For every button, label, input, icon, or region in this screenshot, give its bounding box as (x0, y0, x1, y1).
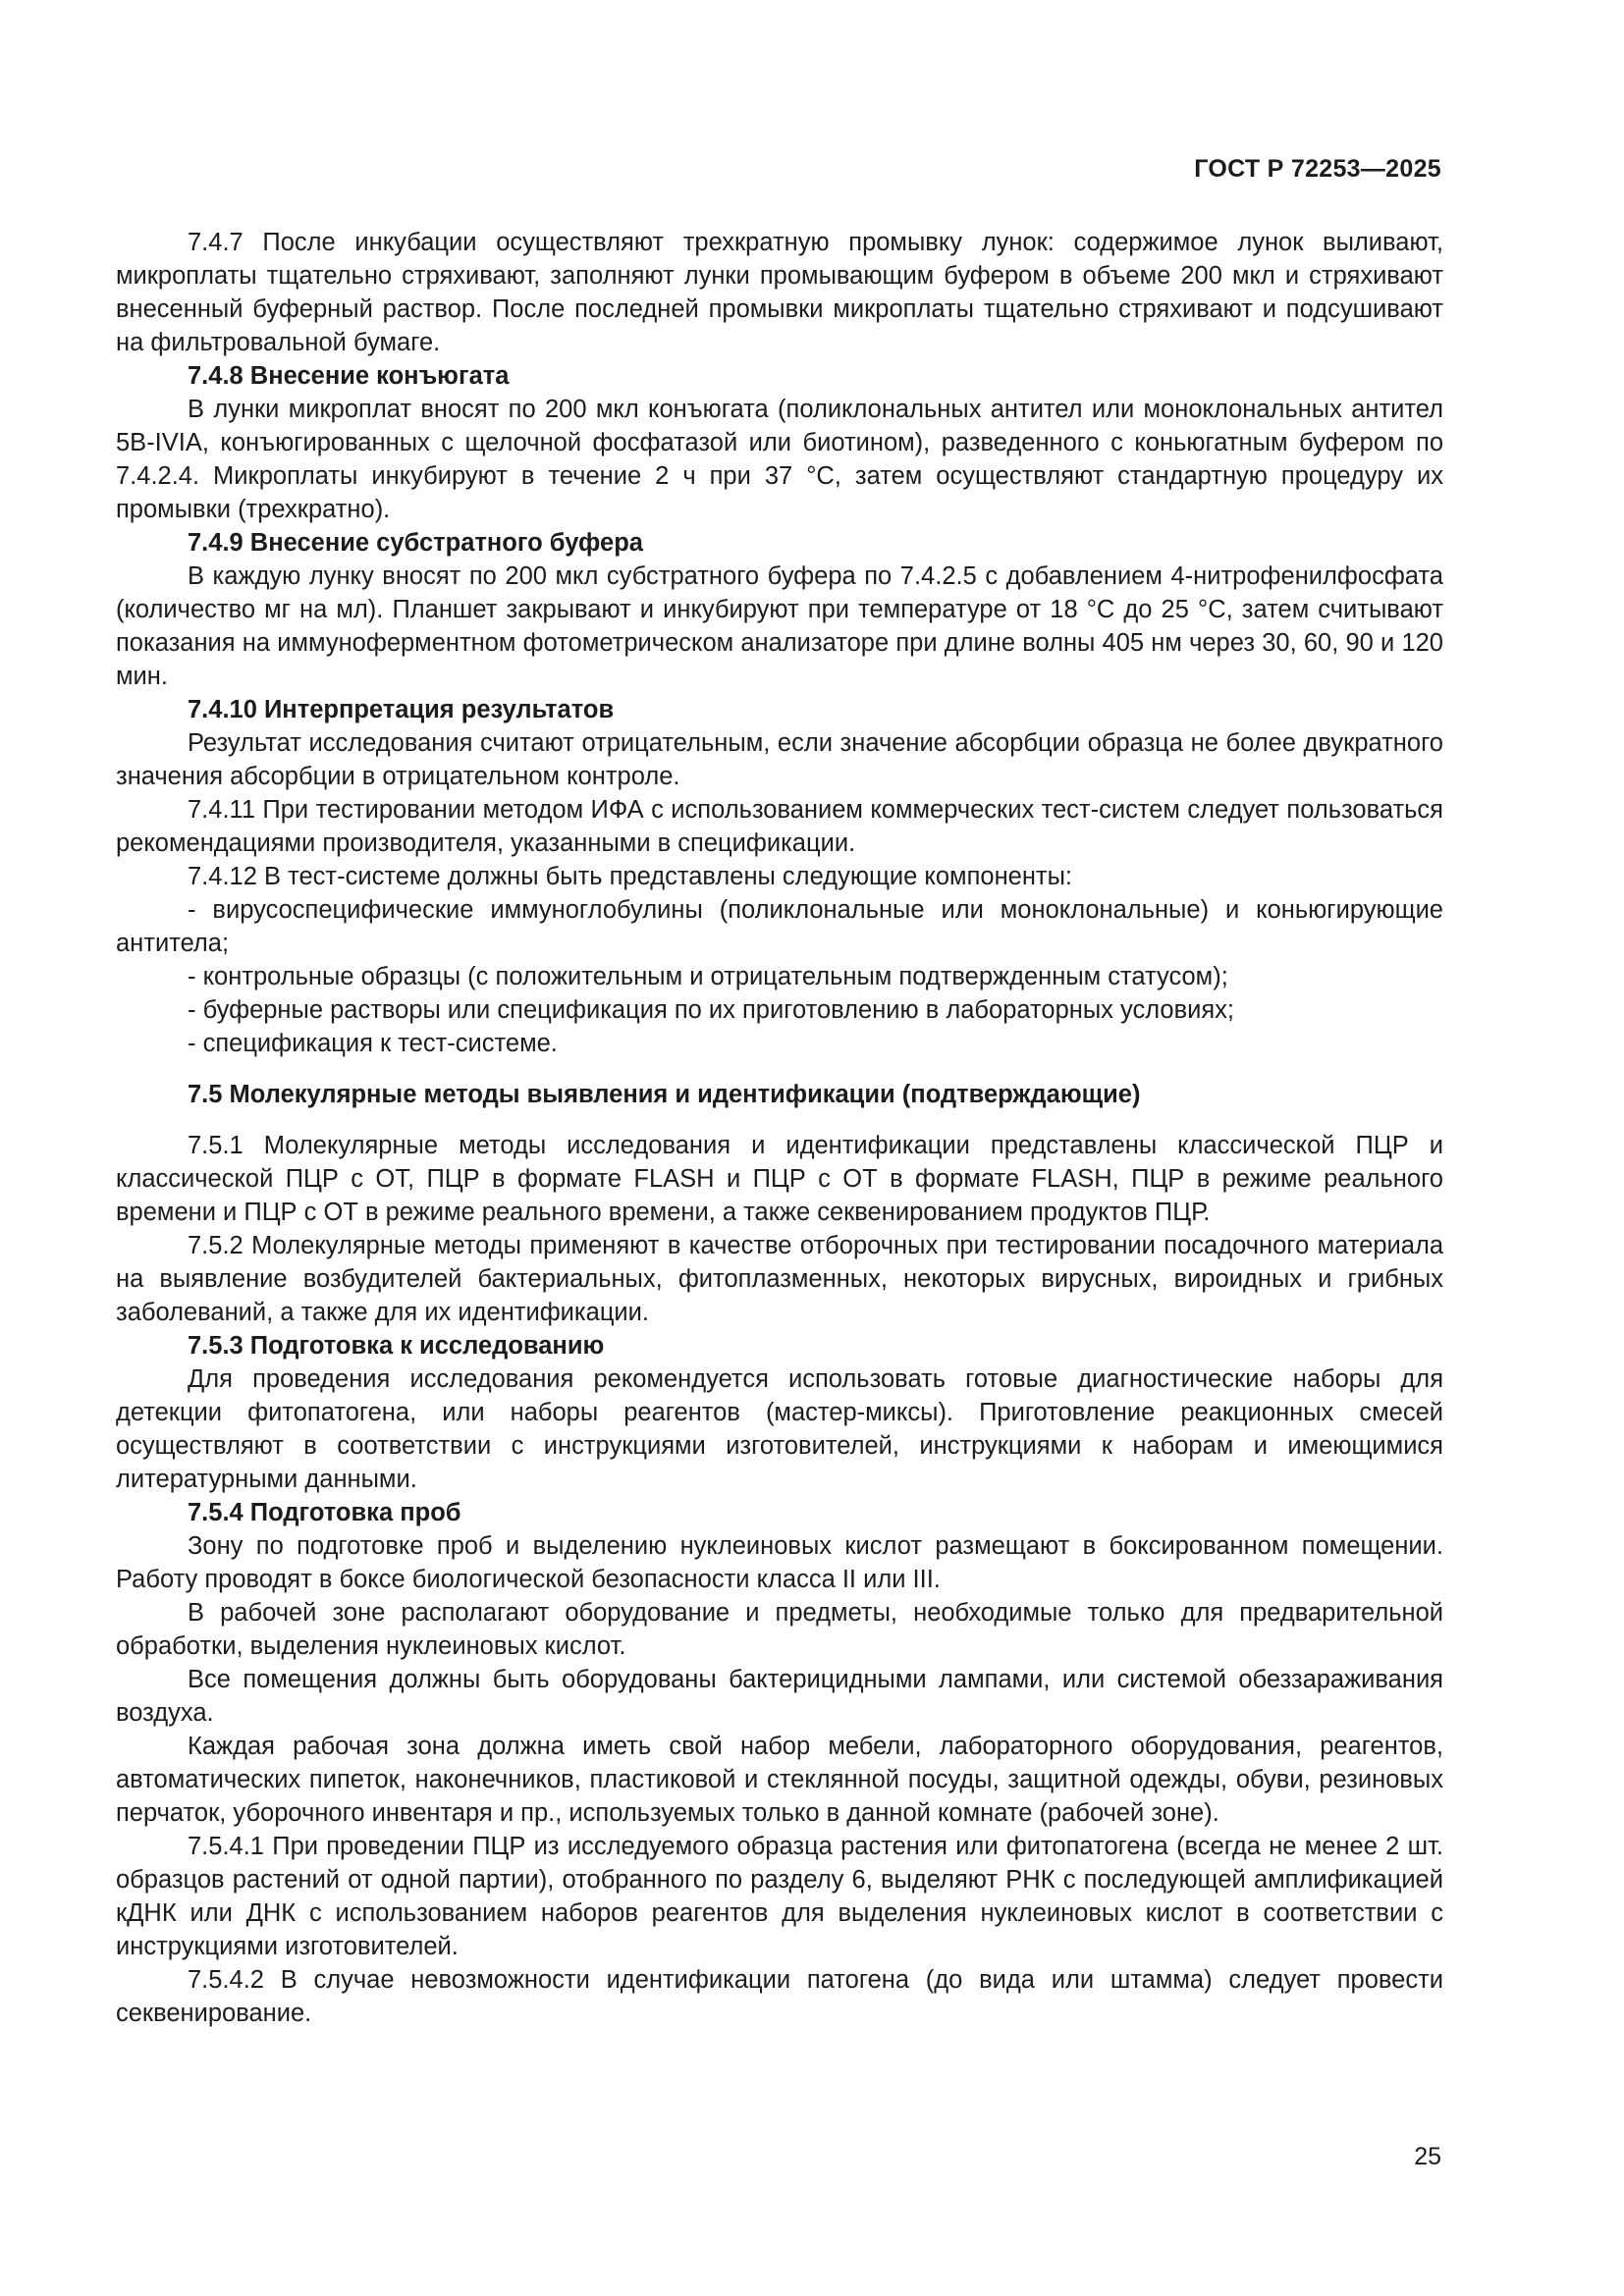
paragraph: 7.4.11 При тестировании методом ИФА с использованием коммерческих тест-систем следует пользоваться рекомендациями производителя, указанными в спецификации. (116, 796, 1443, 857)
subsection-heading: 7.4.9 Внесение субстратного буфера (188, 529, 643, 557)
paragraph: 7.5.4.2 В случае невозможности идентификации патогена (до вида или штамма) следует провести секвенирование. (116, 1966, 1443, 2027)
paragraph: Зону по подготовке проб и выделению нуклеиновых кислот размещают в боксированном помещении. Работу проводят в боксе биологической безопасности класса II или III. (116, 1532, 1443, 1593)
list-item: - контрольные образцы (с положительным и отрицательным подтвержденным статусом); (188, 963, 1228, 990)
paragraph: 7.5.4.1 При проведении ПЦР из исследуемого образца растения или фитопатогена (всегда не менее 2 шт. образцов растений от одной партии), отобранного по разделу 6, выделяют РНК с последующей амплификацией кДНК или ДНК с использованием наборов реагентов для выделения нуклеиновых кислот в соответствии с инструкциями изготовителей. (116, 1833, 1443, 1960)
paragraph: В лунки микроплат вносят по 200 мкл конъюгата (поликлональных антител или моноклональных антител 5B-IVIA, конъюгированных с щелочной фосфатазой или биотином), разведенного с коньюгатным буфером по 7.4.2.4. Микроплаты инкубируют в течение 2 ч при 37 °С, затем осуществляют стандартную процедуру их промывки (трехкратно). (116, 396, 1443, 523)
list-item: - вирусоспецифические иммуноглобулины (поликлональные или моноклональные) и коньюгирующие антитела; (116, 896, 1443, 957)
paragraph: 7.5.2 Молекулярные методы применяют в качестве отборочных при тестировании посадочного материала на выявление возбудителей бактериальных, фитоплазменных, некоторых вирусных, вироидных и грибных заболеваний, а также для их идентификации. (116, 1232, 1443, 1326)
document-code: ГОСТ Р 72253—2025 (1194, 155, 1441, 183)
paragraph: Результат исследования считают отрицательным, если значение абсорбции образца не более двукратного значения абсорбции в отрицательном контроле. (116, 729, 1443, 790)
page-number: 25 (1414, 2143, 1441, 2170)
paragraph: Для проведения исследования рекомендуется использовать готовые диагностические наборы для детекции фитопатогена, или наборы реагентов (мастер-миксы). Приготовление реакционных смесей осуществляют в соответствии с инструкциями изготовителей, инструкциями к наборам и имеющимися литературными данными. (116, 1365, 1443, 1493)
subsection-heading: 7.4.8 Внесение конъюгата (188, 362, 510, 390)
paragraph: В рабочей зоне располагают оборудование и предметы, необходимые только для предварительной обработки, выделения нуклеиновых кислот. (116, 1599, 1443, 1660)
paragraph: Каждая рабочая зона должна иметь свой набор мебели, лабораторного оборудования, реагентов, автоматических пипеток, наконечников, пластиковой и стеклянной посуды, защитной одежды, обуви, резиновых перчаток, уборочного инвентаря и пр., используемых только в данной комнате (рабочей зоне). (116, 1733, 1443, 1827)
paragraph: 7.5.1 Молекулярные методы исследования и идентификации представлены классической ПЦР и классической ПЦР с ОТ, ПЦР в формате FLASH и ПЦР с ОТ в формате FLASH, ПЦР в режиме реального времени и ПЦР с ОТ в режиме реального времени, а также секвенированием продуктов ПЦР. (116, 1132, 1443, 1226)
list-item: - спецификация к тест-системе. (188, 1030, 558, 1057)
subsection-heading: 7.4.10 Интерпретация результатов (188, 696, 615, 723)
paragraph: 7.4.12 В тест-системе должны быть представлены следующие компоненты: (188, 863, 1073, 890)
paragraph: 7.4.7 После инкубации осуществляют трехкратную промывку лунок: содержимое лунок выливают, микроплаты тщательно стряхивают, заполняют лунки промывающим буфером в объеме 200 мкл и стряхивают внесенный буферный раствор. После последней промывки микроплаты тщательно стряхивают и подсушивают на фильтровальной бумаге. (116, 229, 1443, 356)
paragraph: Все помещения должны быть оборудованы бактерицидными лампами, или системой обеззараживания воздуха. (116, 1666, 1443, 1727)
section-heading: 7.5 Молекулярные методы выявления и идентификации (подтверждающие) (188, 1081, 1141, 1108)
subsection-heading: 7.5.4 Подготовка проб (188, 1499, 461, 1526)
document-body (116, 226, 1443, 2030)
paragraph: В каждую лунку вносят по 200 мкл субстратного буфера по 7.4.2.5 с добавлением 4-нитрофенилфосфата (количество мг на мл). Планшет закрывают и инкубируют при температуре от 18 °С до 25 °С, затем считывают показания на иммуноферментном фотометрическом анализаторе при длине волны 405 нм через 30, 60, 90 и 120 мин. (116, 562, 1443, 690)
subsection-heading: 7.5.3 Подготовка к исследованию (188, 1332, 605, 1360)
list-item: - буферные растворы или спецификация по их приготовлению в лабораторных условиях; (188, 996, 1235, 1024)
